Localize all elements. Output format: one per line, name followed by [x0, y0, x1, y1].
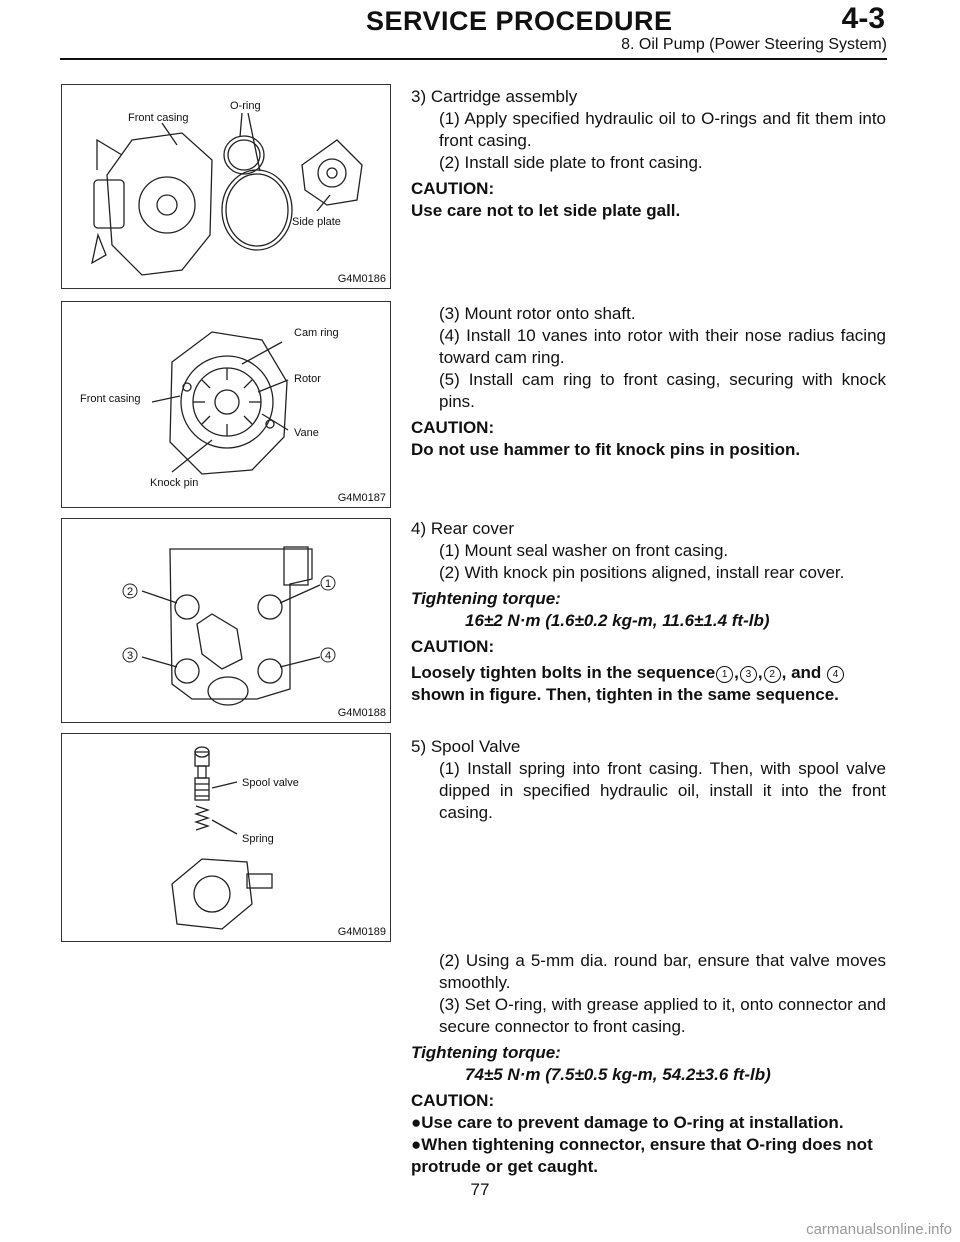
rotor-illustration [62, 302, 390, 507]
watermark: carmanualsonline.info [806, 1221, 952, 1238]
label-spool-valve: Spool valve [242, 777, 299, 789]
label-cam-ring: Cam ring [294, 327, 339, 339]
svg-text:2: 2 [126, 586, 134, 598]
label-o-ring: O-ring [230, 100, 261, 112]
step-text: (4) Install 10 vanes into rotor with their nose radius facing toward cam ring. [439, 326, 886, 367]
section-rear-cover [411, 518, 886, 706]
seq-circle-4: 4 [827, 666, 844, 683]
figure-g4m0188 [61, 518, 391, 723]
step-text: (1) Install spring into front casing. Then, with spool valve dipped in specified hydraulic oil, install it into the front casing. [439, 759, 886, 822]
label-vane: Vane [294, 427, 319, 439]
label-knock-pin: Knock pin [150, 477, 199, 489]
figure-id: G4M0186 [337, 273, 386, 285]
figure-id: G4M0188 [337, 707, 386, 719]
caution-label: CAUTION: [411, 637, 495, 656]
section-spool-valve [411, 736, 886, 824]
seq-circle-1: 1 [716, 666, 733, 683]
caution-text: Loosely tighten bolts in the sequence 1 , 3 , 2 , and 4 [411, 662, 886, 684]
label-front-casing: Front casing [80, 393, 141, 405]
step-title: 3) Cartridge assembly [411, 87, 578, 106]
step-title: 4) Rear cover [411, 519, 514, 538]
caution-text: Do not use hammer to fit knock pins in position. [411, 440, 801, 459]
torque-label: Tightening torque: [411, 589, 561, 608]
caution-label: CAUTION: [411, 418, 495, 437]
step-text: (3) Mount rotor onto shaft. [439, 304, 636, 323]
rear-cover-illustration [62, 519, 390, 722]
figure-g4m0186 [61, 84, 391, 289]
page-number: 77 [470, 1180, 490, 1199]
section-spool-valve-cont [411, 950, 886, 1178]
figure-id: G4M0189 [337, 926, 386, 938]
label-side-plate: Side plate [292, 216, 341, 228]
label-front-casing: Front casing [128, 112, 189, 124]
step-text: (2) Using a 5-mm dia. round bar, ensure that valve moves smoothly. [439, 951, 886, 992]
caution-label: CAUTION: [411, 1091, 495, 1110]
torque-label: Tightening torque: [411, 1043, 561, 1062]
figure-g4m0189 [61, 733, 391, 942]
sequence-callout-2 [123, 584, 137, 598]
svg-text:1: 1 [324, 578, 332, 590]
torque-value: 16±2 N·m (1.6±0.2 kg-m, 11.6±1.4 ft-lb) [465, 611, 770, 630]
sequence-callout-3 [123, 648, 137, 662]
step-text: (1) Mount seal washer on front casing. [439, 541, 729, 560]
step-title: 5) Spool Valve [411, 737, 521, 756]
spool-valve-illustration [62, 734, 390, 941]
step-text: (3) Set O-ring, with grease applied to it, onto connector and secure connector to front casing. [439, 995, 886, 1036]
caution-text: Use care not to let side plate gall. [411, 201, 681, 220]
section-cartridge-assembly [411, 86, 886, 222]
caution-item: ●When tightening connector, ensure that O-ring does not protrude or get caught. [411, 1135, 873, 1176]
section-title: SERVICE PROCEDURE [366, 6, 673, 36]
caution-item: ●Use care to prevent damage to O-ring at installation. [411, 1113, 844, 1132]
section-rotor-install [411, 303, 886, 461]
svg-text:4: 4 [324, 650, 332, 662]
step-text: (2) With knock pin positions aligned, install rear cover. [439, 563, 845, 582]
label-spring: Spring [242, 833, 274, 845]
figure-id: G4M0187 [337, 492, 386, 504]
header-rule [60, 58, 887, 60]
caution-text-cont: shown in figure. Then, tighten in the same sequence. [411, 685, 839, 704]
seq-circle-3: 3 [740, 666, 757, 683]
label-rotor: Rotor [294, 373, 321, 385]
bullet-icon: ● [411, 1135, 422, 1154]
bullet-icon: ● [411, 1113, 422, 1132]
step-text: (2) Install side plate to front casing. [439, 153, 703, 172]
chapter-subtitle: 8. Oil Pump (Power Steering System) [621, 36, 887, 53]
caution-label: CAUTION: [411, 179, 495, 198]
step-text: (1) Apply specified hydraulic oil to O-rings and fit them into front casing. [439, 109, 886, 150]
torque-value: 74±5 N·m (7.5±0.5 kg-m, 54.2±3.6 ft-lb) [465, 1065, 771, 1084]
chapter-number: 4-3 [841, 2, 885, 35]
sequence-callout-1 [321, 576, 335, 590]
pump-casing-illustration [62, 85, 390, 288]
seq-circle-2: 2 [764, 666, 781, 683]
figure-g4m0187 [61, 301, 391, 508]
svg-text:3: 3 [126, 650, 134, 662]
step-text: (5) Install cam ring to front casing, securing with knock pins. [439, 370, 886, 411]
sequence-callout-4 [321, 648, 335, 662]
